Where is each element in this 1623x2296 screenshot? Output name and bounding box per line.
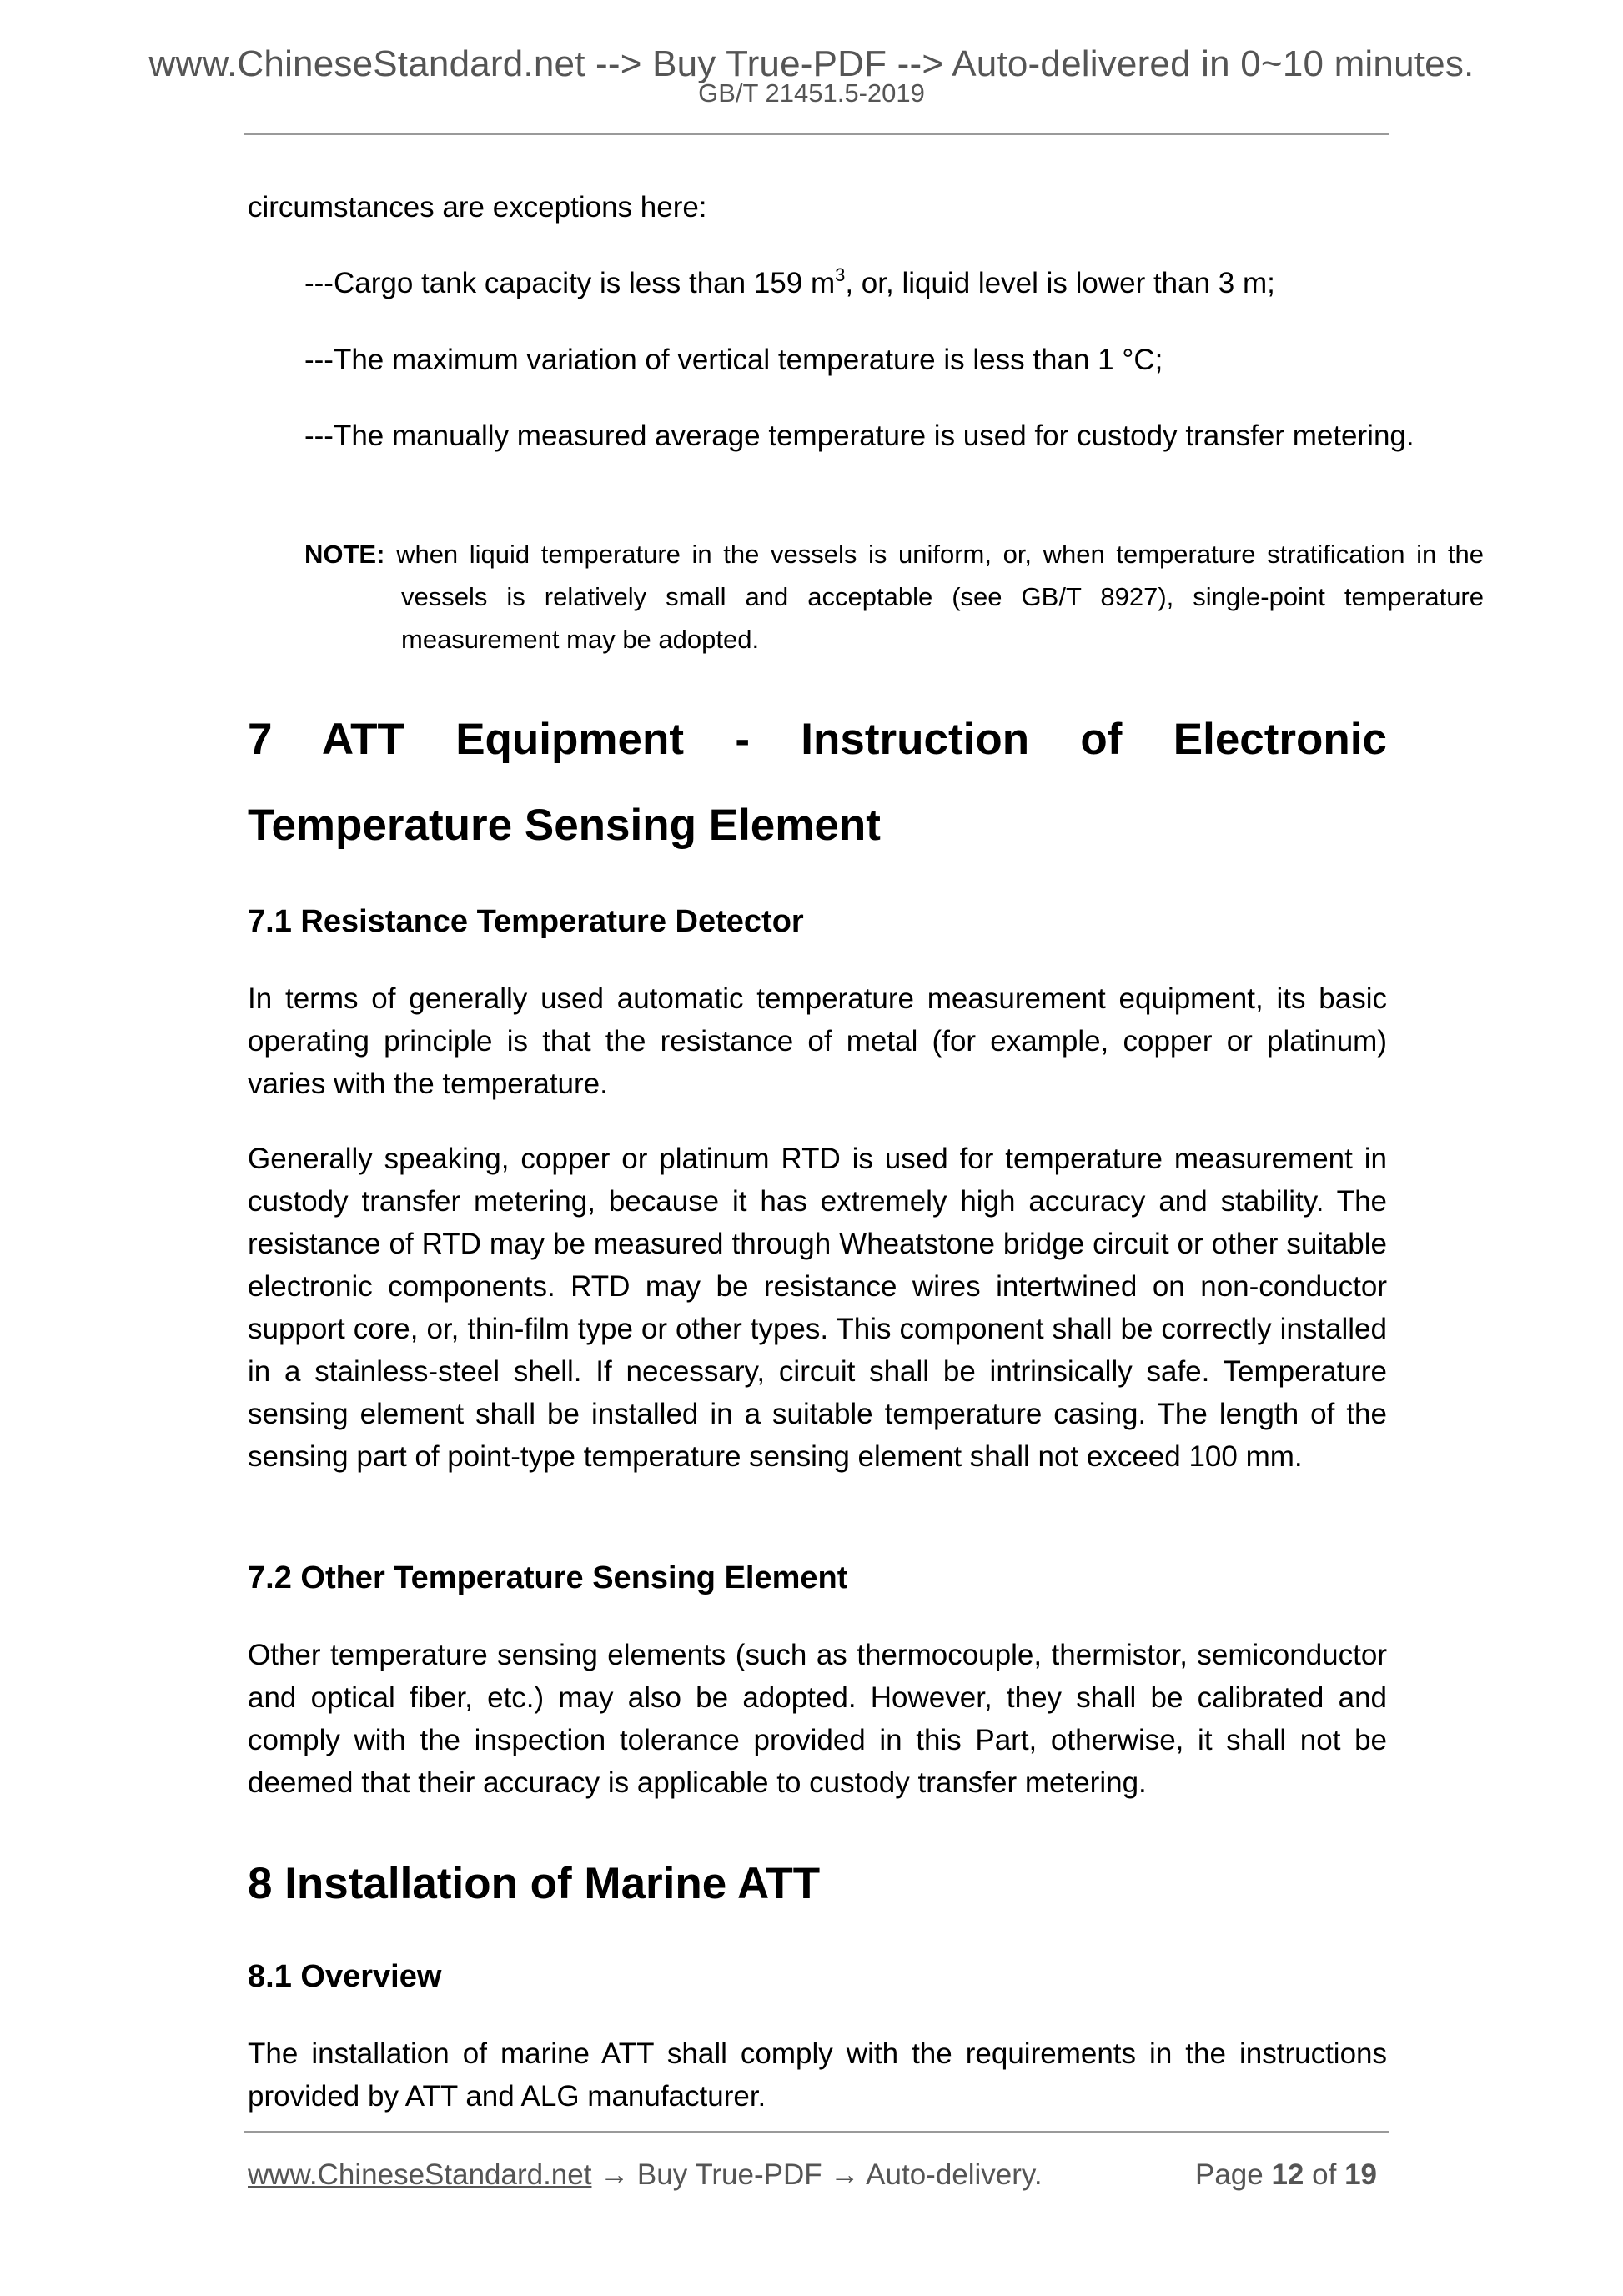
paragraph-8-1: The installation of marine ATT shall comply with the requirements in the instructions provided by ATT and ALG manufacturer. (248, 2037, 1387, 2113)
note (304, 533, 1484, 661)
footer-link[interactable]: www.ChineseStandard.net (248, 2158, 592, 2191)
page-word: Page (1194, 2158, 1264, 2191)
page-number (1195, 2158, 1377, 2192)
footer-rule (244, 2131, 1389, 2133)
page-current: 12 (1271, 2158, 1304, 2191)
footer-text: → Buy True-PDF → Auto-delivery. (591, 2158, 1043, 2191)
footer (248, 2158, 1387, 2200)
heading-section-8: 8 Installation of Marine ATT (248, 1859, 821, 1908)
list-item-capacity (304, 262, 1425, 304)
page-of: of (1312, 2158, 1337, 2191)
header-rule (244, 133, 1389, 135)
paragraph-7-2: Other temperature sensing elements (such as thermocouple, thermistor, semiconductor and optical fiber, etc.) may also be adopted. However, they shall be calibrated and comply with the inspection tolerance provided in this Part, otherwise, it shall not be deemed that their accuracy is applicable to custody transfer metering. (248, 1639, 1387, 1799)
heading-7-1: 7.1 Resistance Temperature Detector (248, 904, 804, 939)
standard-code: GB/T 21451.5-2019 (698, 78, 925, 108)
paragraph-7-1-a: In terms of generally used automatic temperature measurement equipment, its basic operating principle is that the resistance of metal (for example, copper or platinum) varies with the temperature. (248, 982, 1387, 1100)
header-banner: www.ChineseStandard.net --> Buy True-PDF --> Auto-delivered in 0~10 minutes. (148, 43, 1475, 84)
superscript-3: 3 (835, 264, 846, 285)
list-item-capacity-text: ---Cargo tank capacity is less than 159 m (304, 267, 836, 299)
list-item-temperature: ---The maximum variation of vertical temperature is less than 1 °C; (304, 344, 1163, 376)
heading-7-2: 7.2 Other Temperature Sensing Element (248, 1560, 848, 1595)
paragraph-7-1-b: Generally speaking, copper or platinum RTD is used for temperature measurement in custody transfer metering, because it has extremely high accuracy and stability. The resistance of RTD may be measured through Wheatstone bridge circuit or other suitable electronic components. RTD may be resistance wires intertwined on non-conductor support core, or, thin-film type or other types. This component shall be correctly installed in a stainless-steel shell. If necessary, circuit shall be intrinsically safe. Temperature sensing element shall be installed in a suitable temperature casing. The length of the sensing part of point-type temperature sensing element shall not exceed 100 mm. (248, 1143, 1387, 1473)
paragraph-intro: circumstances are exceptions here: (248, 191, 707, 224)
note-label: NOTE: (304, 540, 385, 569)
note-text: when liquid temperature in the vessels is uniform, or, when temperature stratification in the vessels is relatively small and acceptable (see GB/T 8927), single-point temperature measurement may be adopted. (396, 540, 1484, 654)
heading-8-1: 8.1 Overview (248, 1959, 442, 1994)
page-total: 19 (1344, 2158, 1377, 2191)
heading-section-7: 7 ATT Equipment - Instruction of Electronic Temperature Sensing Element (248, 715, 1387, 850)
list-item-capacity-text-end: , or, liquid level is lower than 3 m; (845, 267, 1275, 299)
list-item-manual: ---The manually measured average temperature is used for custody transfer metering. (304, 420, 1414, 452)
